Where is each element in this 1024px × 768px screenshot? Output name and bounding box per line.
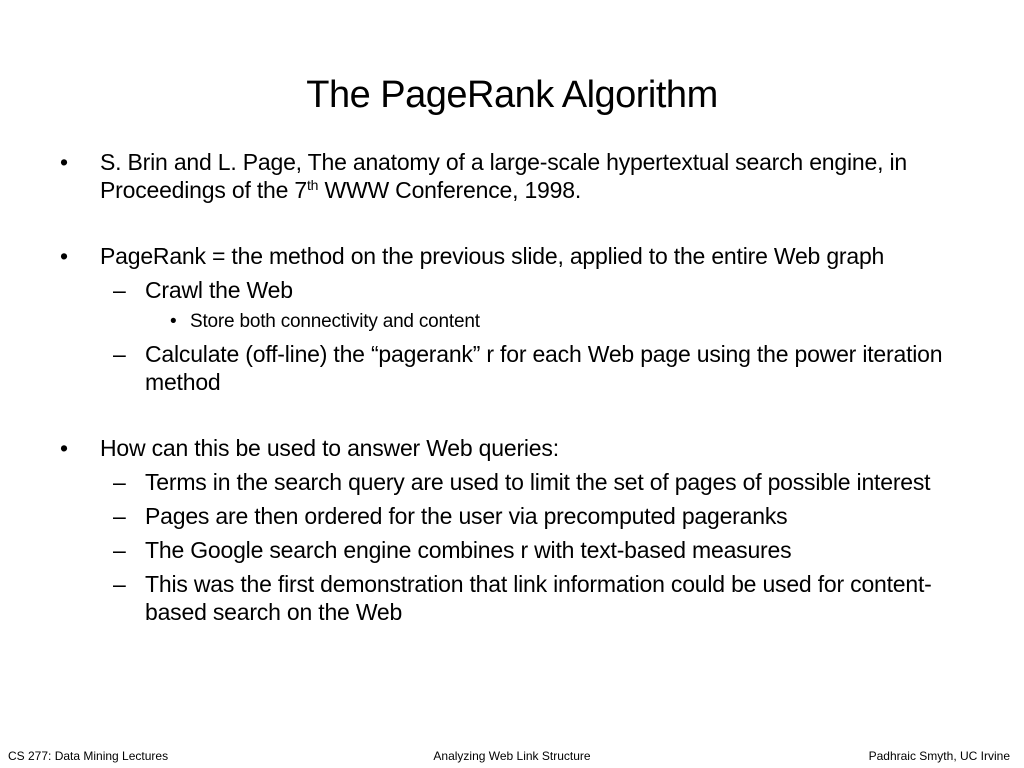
bullet-marker: • (60, 243, 68, 269)
sub-bullet-text: Pages are then ordered for the user via precomputed pageranks (145, 503, 788, 529)
superscript-th: th (306, 177, 319, 193)
dash-marker: – (113, 277, 126, 303)
sub-bullet-first-demonstration (0, 570, 1024, 626)
sub-bullet-text: Crawl the Web (145, 277, 293, 303)
bullet-marker: • (170, 311, 177, 332)
sub-bullet-text: The Google search engine combines r with text-based measures (145, 537, 792, 563)
footer-author: Padhraic Smyth, UC Irvine (868, 749, 1010, 763)
footer-topic: Analyzing Web Link Structure (433, 749, 591, 763)
footer-course: CS 277: Data Mining Lectures (8, 749, 169, 763)
bullet-pagerank-definition (0, 242, 1024, 270)
sub-bullet-google (0, 536, 1024, 564)
sub-sub-bullet-text: Store both connectivity and content (190, 311, 480, 332)
sub-bullet-ordering (0, 502, 1024, 530)
bullet-marker: • (60, 149, 68, 175)
bullet-marker: • (60, 435, 68, 461)
slide-title: The PageRank Algorithm (306, 74, 718, 116)
sub-bullet-text: Calculate (off-line) the “pagerank” r for each Web page using the power iteration method (145, 341, 943, 395)
dash-marker: – (113, 469, 126, 495)
bullet-text-part: WWW Conference, 1998. (318, 177, 582, 203)
sub-bullet-calculate (0, 340, 1024, 396)
sub-bullet-crawl (0, 276, 1024, 304)
dash-marker: – (113, 503, 126, 529)
sub-sub-bullet-store (0, 310, 1024, 334)
sub-bullet-text: This was the first demonstration that link information could be used for content-based search on the Web (145, 571, 932, 625)
dash-marker: – (113, 537, 126, 563)
sub-bullet-terms (0, 468, 1024, 496)
bullet-text: PageRank = the method on the previous slide, applied to the entire Web graph (100, 243, 885, 269)
sub-bullet-text: Terms in the search query are used to limit the set of pages of possible interest (145, 469, 931, 495)
bullet-web-queries (0, 434, 1024, 462)
dash-marker: – (113, 571, 126, 597)
dash-marker: – (113, 341, 126, 367)
bullet-text-part: S. Brin and L. Page, The anatomy of a large-scale hypertextual search engine, in Proceedings of the 7 (100, 149, 907, 203)
bullet-reference (0, 148, 1024, 204)
slide-content (0, 148, 1024, 626)
bullet-text: How can this be used to answer Web queries: (100, 435, 559, 461)
